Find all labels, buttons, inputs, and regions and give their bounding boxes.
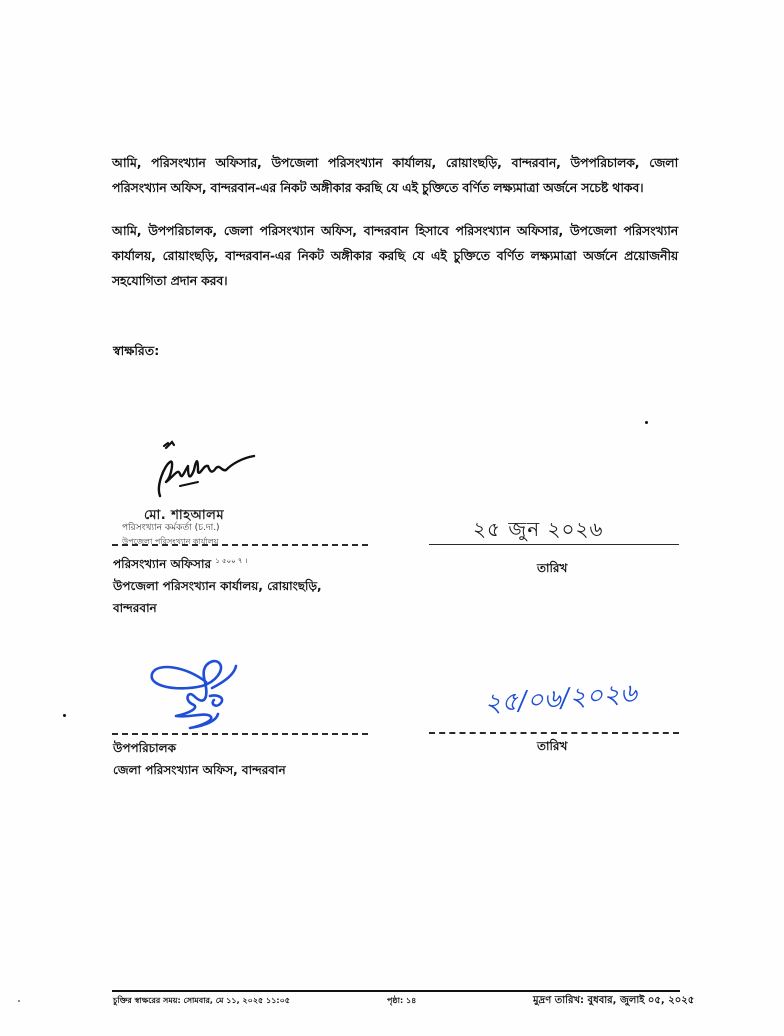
- signature-officer-icon: [150, 436, 270, 506]
- officer-title-block: [113, 550, 373, 619]
- officer-office-line-1: উপজেলা পরিসংখ্যান কার্যালয়, রোয়াংছড়ি,: [113, 579, 322, 593]
- date-label-officer: তারিখ: [537, 561, 568, 575]
- footer-signing-time: চুক্তির স্বাক্ষরের সময়: সোমবার, মে ১১, ২০২৫ ১১:০৫: [113, 996, 290, 1005]
- stray-mark: [645, 421, 648, 424]
- date-line-officer: [429, 544, 679, 545]
- officer-title: পরিসংখ্যান অফিসার: [113, 557, 212, 571]
- stray-mark: [18, 1000, 20, 1002]
- deputy-director-title: উপপরিচালক: [113, 741, 176, 755]
- official-stamp-officer: [122, 509, 322, 548]
- date-label-deputy-director: তারিখ: [537, 739, 568, 753]
- footer-page-number: পৃষ্ঠা: ১৪: [387, 996, 417, 1005]
- handwritten-date-deputy-director: ২৫/০৬/২০২৬: [483, 678, 638, 720]
- deputy-director-title-block: [113, 737, 373, 781]
- date-line-deputy-director: [429, 732, 679, 734]
- commitment-paragraph-officer: আমি, পরিসংখ্যান অফিসার, উপজেলা পরিসংখ্যান কার্যালয়, রোয়াংছড়ি, বান্দরবান, উপপরিচালক, জেলা পরিসংখ্যান অফিস, বান্দরবান-এর নিকট অঙ্গীকার করছি যে এই চুক্তিতে বর্ণিত লক্ষ্যমাত্রা অর্জনে সচেষ্ট থাকব।: [112, 155, 678, 195]
- stray-mark: [63, 714, 66, 717]
- stamp-designation: পরিসংখ্যান কর্মকর্তা (চ.দা.): [122, 523, 220, 533]
- footer-print-date: মুদ্রণ তারিখ: বুধবার, জুলাই ০৫, ২০২৫: [533, 995, 695, 1006]
- stamp-name: মো. শাহআলম: [144, 508, 225, 523]
- stamp-office: উপজেলা পরিসংখ্যান কার্যালয়: [122, 537, 219, 546]
- footer-divider: [112, 990, 680, 992]
- signature-line-officer: [112, 544, 368, 546]
- deputy-director-office: জেলা পরিসংখ্যান অফিস, বান্দরবান: [113, 763, 286, 777]
- commitment-paragraph-deputy-director: আমি, উপপরিচালক, জেলা পরিসংখ্যান অফিস, বান্দরবান হিসাবে পরিসংখ্যান অফিসার, উপজেলা পরিসংখ্যান কার্যালয়, রোয়াংছড়ি, বান্দরবান-এর নিকট অঙ্গীকার করছি যে এই চুক্তিতে বর্ণিত লক্ষ্যমাত্রা অর্জনে প্রয়োজনীয় সহযোগিতা প্রদান করব।: [112, 223, 678, 288]
- handwritten-date-officer: ২৫ জুন ২০২৬: [473, 517, 604, 541]
- officer-office-line-2: বান্দরবান: [113, 601, 157, 615]
- officer-title-annotation: ১ ৫০০ ৭ ।: [215, 557, 248, 565]
- signed-label: স্বাক্ষরিত:: [113, 343, 160, 358]
- signature-line-deputy-director: [112, 733, 368, 735]
- signature-deputy-director-icon: [146, 656, 256, 734]
